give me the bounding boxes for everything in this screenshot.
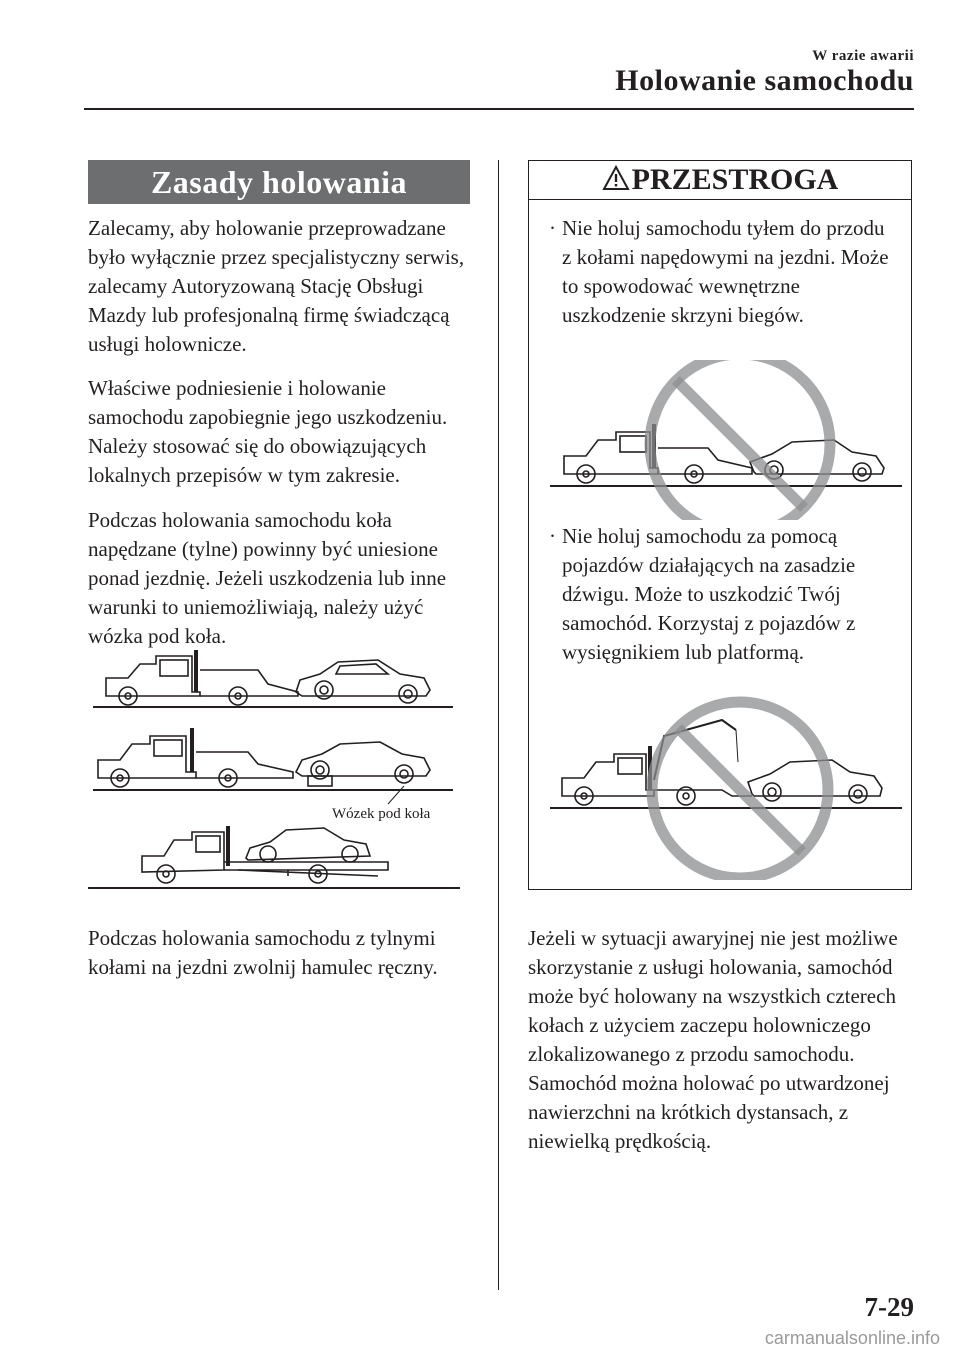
watermark: carmanualsonline.info: [764, 1328, 940, 1348]
tow-truck-with-dolly: [93, 728, 453, 804]
paragraph-proper-lifting: Właściwe podniesienie i holowanie samochodu zapobiegnie jego uszkodzeniu. Należy stosować się do obowiązujących lokalnych przepisów w tym zakresie.: [88, 376, 448, 487]
wheel-dolly-caption: Wózek pod koła: [332, 806, 431, 822]
paragraph-parking-brake: Podczas holowania samochodu z tylnymi kołami na jezdni zwolnij hamulec ręczny.: [88, 926, 438, 979]
paragraph-driven-wheels: Podczas holowania samochodu koła napędzane (tylne) powinny być uniesione ponad jezdnię. Jeżeli uszkodzenia lub inne warunki to uniemożliwiają, należy użyć wózka pod koła.: [88, 508, 447, 648]
towed-car-1: [296, 660, 430, 703]
towing-methods-illustration: [88, 640, 468, 900]
prohibited-crane-towing-illustration: [546, 690, 906, 880]
caution-bullet-2-text: Nie holuj samochodu za pomocą pojazdów działających na zasadzie dźwigu. Może to uszkodzić Twój samochód. Korzystaj z pojazdów z wysięgnikiem lub platformą.: [562, 524, 856, 664]
warning-triangle-icon: [602, 162, 630, 202]
tow-truck-wheel-lift: [93, 650, 453, 707]
header-rule: [84, 108, 914, 110]
column-divider: [498, 160, 499, 1290]
bullet-dot-icon: ·: [549, 216, 556, 240]
prohibition-sign-icon: [650, 360, 830, 520]
flatbed-tow-truck: [88, 826, 460, 888]
prohibited-rear-towing-illustration: [546, 360, 906, 520]
page-number: 7-29: [864, 1292, 914, 1322]
caution-bullet-2: [549, 522, 892, 667]
bullet-dot-icon: ·: [549, 524, 556, 548]
topic-title: Zasady holowania: [88, 160, 470, 204]
caution-bullet-1-text: Nie holuj samochodu tyłem do przodu z kołami napędowymi na jezdni. Może to spowodować wewnętrzne uszkodzenie skrzyni biegów.: [562, 216, 889, 327]
caution-title: PRZESTROGA: [631, 163, 839, 196]
section-title: Holowanie samochodu: [615, 64, 914, 97]
paragraph-intro: Zalecamy, aby holowanie przeprowadzane było wyłącznie przez specjalistyczny serwis, zalecamy Autoryzowaną Stację Obsługi Mazdy lub profesjonalną firmę świadczącą usługi holownicze.: [88, 216, 465, 356]
caution-bullet-1: [549, 214, 892, 330]
chapter-title: W razie awarii: [812, 48, 914, 64]
caution-header: [528, 160, 912, 200]
paragraph-four-wheel-towing: Jeżeli w sytuacji awaryjnej nie jest możliwe skorzystanie z usługi holowania, samochód może być holowany na wszystkich czterech kołach z użyciem zaczepu holowniczego zlokalizowanego z przodu samochodu. Samochód można holować po utwardzonej nawierzchni na krótkich dystansach, z niewielką prędkością.: [528, 926, 898, 1153]
